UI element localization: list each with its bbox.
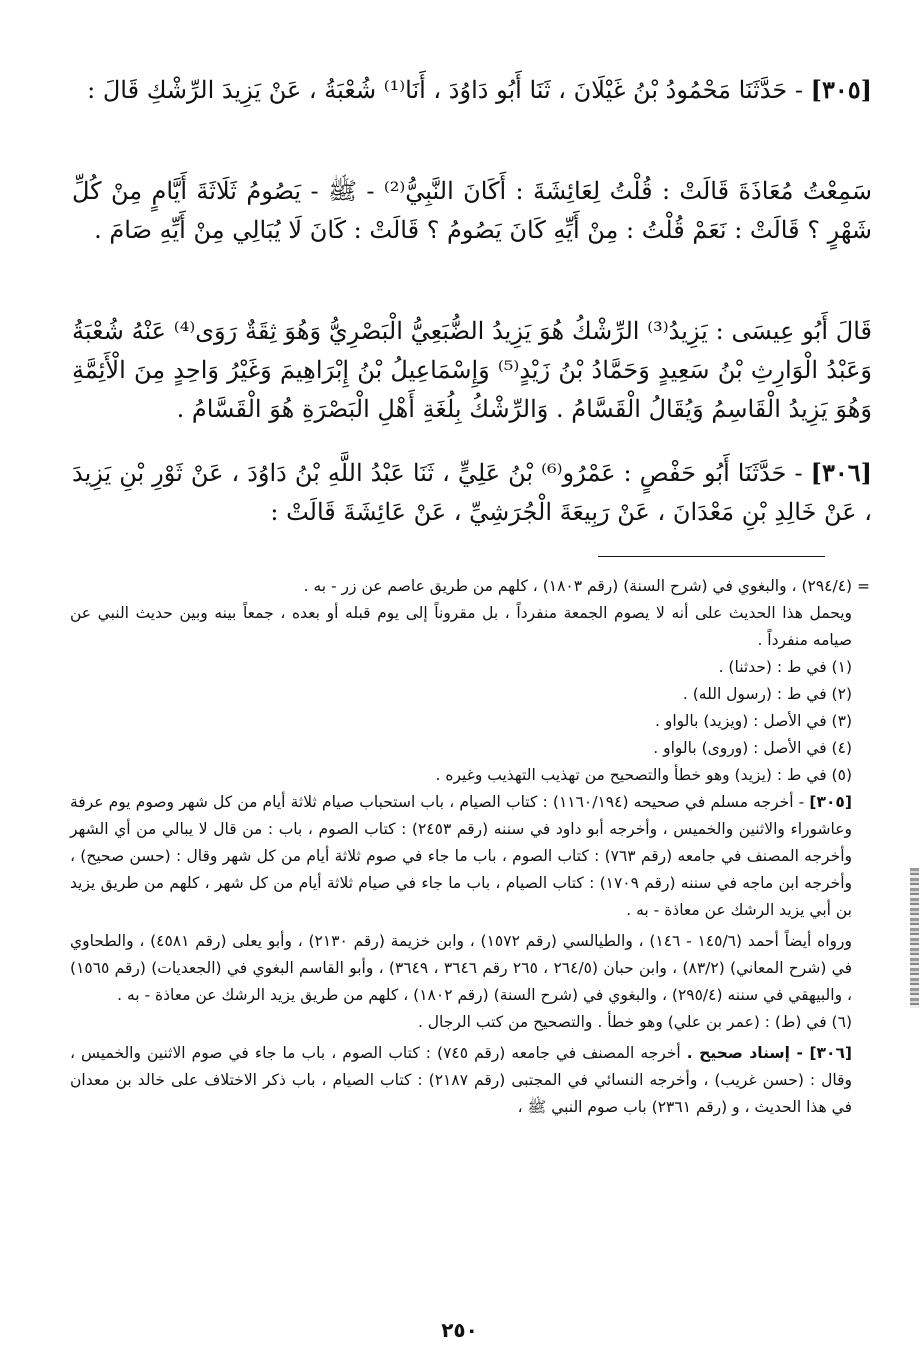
footnotes-section xyxy=(70,573,870,1121)
footnote-5: (٥) في ط : (يزيد) وهو خطأ والتصحيح من تهذيب التهذيب وغيره . xyxy=(435,766,852,784)
hadith-306-isnad: - حَدَّثَنَا أَبُو حَفْصٍ : عَمْرُو⁽⁶⁾ بْنُ عَلِيٍّ ، ثَنَا عَبْدُ اللَّهِ بْنُ دَاوُدَ ، عَنْ ثَوْرِ بْنِ يَزِيدَ ، عَنْ خَالِدِ بْنِ مَعْدَانَ ، عَنْ رَبِيعَةَ الْجُرَشِيِّ ، عَنْ عَائِشَةَ قَالَتْ : xyxy=(72,459,872,526)
takhrij-306-number: [٣٠٦] xyxy=(809,1044,853,1062)
takhrij-306-text: أخرجه المصنف في جامعه (رقم ٧٤٥) : كتاب الصوم ، باب ما جاء في صوم الاثنين والخميس ، وقال : (حسن غريب) ، وأخرجه النسائي في المجتبى (رقم ٢١٨٧) : كتاب الصيام ، باب ذكر الاختلاف على خالد بن معدان في هذا الحديث ، و (رقم ٢٣٦١) باب صوم النبي ﷺ ، xyxy=(70,1044,853,1116)
footnote-6: (٦) في (ط) : (عمر بن علي) وهو خطأ . والتصحيح من كتب الرجال . xyxy=(417,1013,852,1031)
takhrij-306-grade: - إسناد صحيح . xyxy=(686,1044,810,1062)
takhrij-305-b: ورواه أيضاً أحمد (١٤٥/٦ - ١٤٦) ، والطيالسي (رقم ١٥٧٢) ، وابن خزيمة (رقم ٢١٣٠) ، وأبو يعلى (رقم ٤٥٨١) ، والطحاوي في (شرح المعاني) (٨٣/٢) ، وابن حبان (٢٦٤/٥ ، ٢٦٥ رقم ٣٦٤٦ ، ٣٦٤٩) ، وأبو القاسم البغوي في (الجعديات) (رقم ١٥٦٥) ، والبيهقي في سننه (٢٩٥/٤) ، والبغوي في (شرح السنة) (رقم ١٨٠٢) ، كلهم من طريق يزيد الرشك عن معاذة - به . xyxy=(70,932,852,1004)
footnote-4: (٤) في الأصل : (وروى) بالواو . xyxy=(653,739,852,757)
hadith-305-chain xyxy=(72,70,872,110)
footnote-carryover-1: = (٢٩٤/٤) ، والبغوي في (شرح السنة) (رقم ١٨٠٣) ، كلهم من طريق عاصم عن زر - به . xyxy=(303,577,870,595)
hadith-305-block xyxy=(72,70,872,110)
hadith-305-number: [٣٠٥] xyxy=(810,75,872,104)
hadith-305-text: سَمِعْتُ مُعَاذَةَ قَالَتْ : قُلْتُ لِعَائِشَةَ : أَكَانَ النَّبِيُّ⁽²⁾ - ﷺ - يَصُومُ ثَلَاثَةَ أَيَّامٍ مِنْ كُلِّ شَهْرٍ ؟ قَالَتْ : نَعَمْ قُلْتُ : مِنْ أَيِّهِ كَانَ يَصُومُ ؟ قَالَتْ : كَانَ لَا يُبَالِي مِنْ أَيِّهِ صَامَ . xyxy=(72,177,872,244)
footnote-1: (١) في ط : (حدثنا) . xyxy=(718,658,852,676)
hadith-305-isnad: - حَدَّثَنَا مَحْمُودُ بْنُ غَيْلَانَ ، ثَنَا أَبُو دَاوُدَ ، أَنَا⁽¹⁾ شُعْبَةُ ، عَنْ يَزِيدَ الرِّشْكِ قَالَ : xyxy=(87,76,811,104)
footnote-3: (٣) في الأصل : (ويزيد) بالواو . xyxy=(655,712,852,730)
footnote-2: (٢) في ط : (رسول الله) . xyxy=(682,685,852,703)
takhrij-306 xyxy=(70,1040,870,1121)
footnote-divider xyxy=(598,556,825,557)
footnote-carryover-2: ويحمل هذا الحديث على أنه لا يصوم الجمعة منفرداً ، بل مقروناً إلى يوم قبله أو بعده ، جمعاً بينه وبين حديث النبي عن صيامه منفرداً . xyxy=(70,604,852,649)
hadith-306-chain xyxy=(72,453,872,532)
hadith-305-comment: قَالَ أَبُو عِيسَى : يَزِيدُ⁽³⁾ الرِّشْكُ هُوَ يَزِيدُ الضُّبَعِيُّ الْبَصْرِيُّ وَهُوَ ثِقَةٌ رَوَى⁽⁴⁾ عَنْهُ شُعْبَةُ وَعَبْدُ الْوَارِثِ بْنُ سَعِيدٍ وَحَمَّادُ بْنُ زَيْدٍ⁽⁵⁾ وَإِسْمَاعِيلُ بْنُ إِبْرَاهِيمَ وَغَيْرُ وَاحِدٍ مِنَ الْأَئِمَّةِ وَهُوَ يَزِيدُ الْقَاسِمُ وَيُقَالُ الْقَسَّامُ . وَالرِّشْكُ بِلُغَةِ أَهْلِ الْبَصْرَةِ هُوَ الْقَسَّامُ . xyxy=(72,317,873,423)
takhrij-305-a xyxy=(70,789,870,924)
scan-edge-artifact xyxy=(910,868,919,1008)
hadith-305-matn-block xyxy=(72,172,872,250)
page-number: ٢٥٠ xyxy=(441,1318,478,1342)
hadith-306-number: [٣٠٦] xyxy=(810,458,872,487)
takhrij-305-text: - أخرجه مسلم في صحيحه (١١٦٠/١٩٤) : كتاب الصيام ، باب استحباب صيام ثلاثة أيام من كل شهر وصوم يوم عرفة وعاشوراء والاثنين والخميس ، وأخرجه أبو داود في سننه (رقم ٢٤٥٣) : كتاب الصوم ، باب : من قال لا يبالي من أي الشهر وأخرجه المصنف في جامعه (رقم ٧٦٣) : كتاب الصوم ، باب ما جاء في صوم ثلاثة أيام من كل شهر وقال : (حسن صحيح) ، وأخرجه ابن ماجه في سننه (رقم ١٧٠٩) : كتاب الصيام ، باب ما جاء في صيام ثلاثة أيام من كل شهر ، كلهم من طريق يزيد بن أبي يزيد الرشك عن معاذة - به . xyxy=(70,793,852,919)
takhrij-305-number: [٣٠٥] xyxy=(809,793,852,811)
hadith-305-comment-block xyxy=(72,312,872,429)
hadith-306-block xyxy=(72,453,872,532)
